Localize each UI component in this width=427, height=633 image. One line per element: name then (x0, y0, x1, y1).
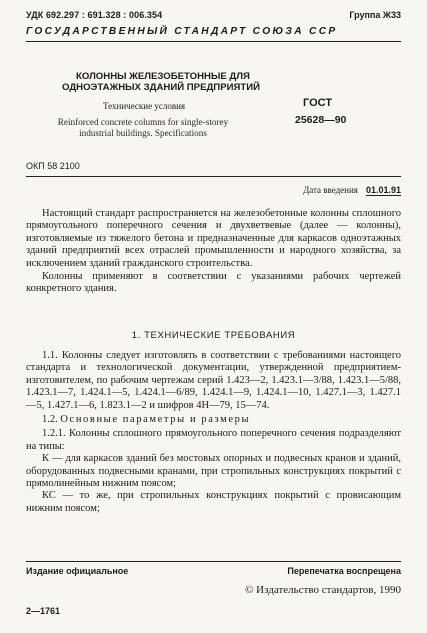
intro-paragraph-2: Колонны применяют в соответствии с указаниями рабочих чертежей конкретного здания. (26, 271, 401, 295)
introduction-date (303, 185, 401, 195)
page-code: 2—1761 (26, 606, 61, 616)
udk-code: УДК 692.297 : 691.328 : 006.354 (26, 10, 163, 20)
section-1-heading: 1. ТЕХНИЧЕСКИЕ ТРЕБОВАНИЯ (131, 330, 296, 341)
clause-1-2 (26, 414, 401, 426)
section-1-text (26, 350, 401, 515)
title-block-rule (26, 176, 401, 177)
clause-1-2-1: 1.2.1. Колонны сплошного прямоугольного поперечного сечения подразделяют на типы: (26, 428, 401, 452)
group-code: Группа Ж33 (349, 10, 401, 20)
intro-paragraph-1: Настоящий стандарт распространяется на железобетонные колонны сплошного прямоугольного поперечного сечения и двухветвевые (далее — колонны), изготовляемые из тяжелого бетона и предназначенные для каркасов одноэтажных зданий предприятий всех отраслей промышленности и народного хозяйства, за исключением зданий гражданского строительства. (26, 208, 401, 269)
type-k-definition: К — для каркасов зданий без мостовых опорных и подвесных кранов и зданий, оборудованных подвесными кранами, при стропильных конструкциях покрытий с прямолинейным нижним поясом; (26, 453, 401, 490)
copyright-line: © Издательство стандартов, 1990 (245, 584, 401, 596)
type-ks-definition: КС — то же, при стропильных конструкциях покрытий с провисающим нижним поясом; (26, 490, 401, 514)
clause-1-1: 1.1. Колонны следует изготовлять в соответствии с требованиями настоящего стандарта и технологической документации, утвержденной предприятием-изготовителем, по рабочим чертежам серий 1.423—2, 1.423.1—3/88, 1.423.1—5/88, 1.423.1—7, 1.424.1—5, 1.424.1—6/89, 1.424.1—9, 1.424.1—10, 1.427.1—3, 1.427.1—5, 1.427.1—6, 1.823.1—2 и шифров 4Н—79, 15—74. (26, 350, 401, 411)
reprint-prohibited-label: Перепечатка воспрещена (287, 566, 401, 576)
okp-code: ОКП 58 2100 (26, 161, 80, 171)
document-title-line1: КОЛОННЫ ЖЕЛЕЗОБЕТОННЫЕ ДЛЯ (76, 71, 250, 82)
gost-label: ГОСТ (303, 97, 333, 109)
footer-rule (26, 561, 401, 562)
english-title: Reinforced concrete columns for single-storey industrial buildings. Specifications (57, 117, 229, 138)
introduction-date-label: Дата введения (303, 185, 358, 195)
clause-1-2-title: Основные параметры и размеры (60, 414, 251, 426)
document-subtitle: Технические условия (103, 101, 186, 111)
introduction-date-value: 01.01.91 (365, 185, 401, 195)
state-standard-heading: ГОСУДАРСТВЕННЫЙ СТАНДАРТ СОЮЗА ССР (26, 26, 338, 37)
intro-text (26, 208, 401, 296)
clause-1-2-number: 1.2. (42, 414, 58, 426)
header-rule (26, 41, 401, 42)
official-edition-label: Издание официальное (26, 566, 129, 576)
document-title-line2: ОДНОЭТАЖНЫХ ЗДАНИЙ ПРЕДПРИЯТИЙ (62, 82, 261, 93)
gost-number: 25628—90 (295, 114, 347, 126)
